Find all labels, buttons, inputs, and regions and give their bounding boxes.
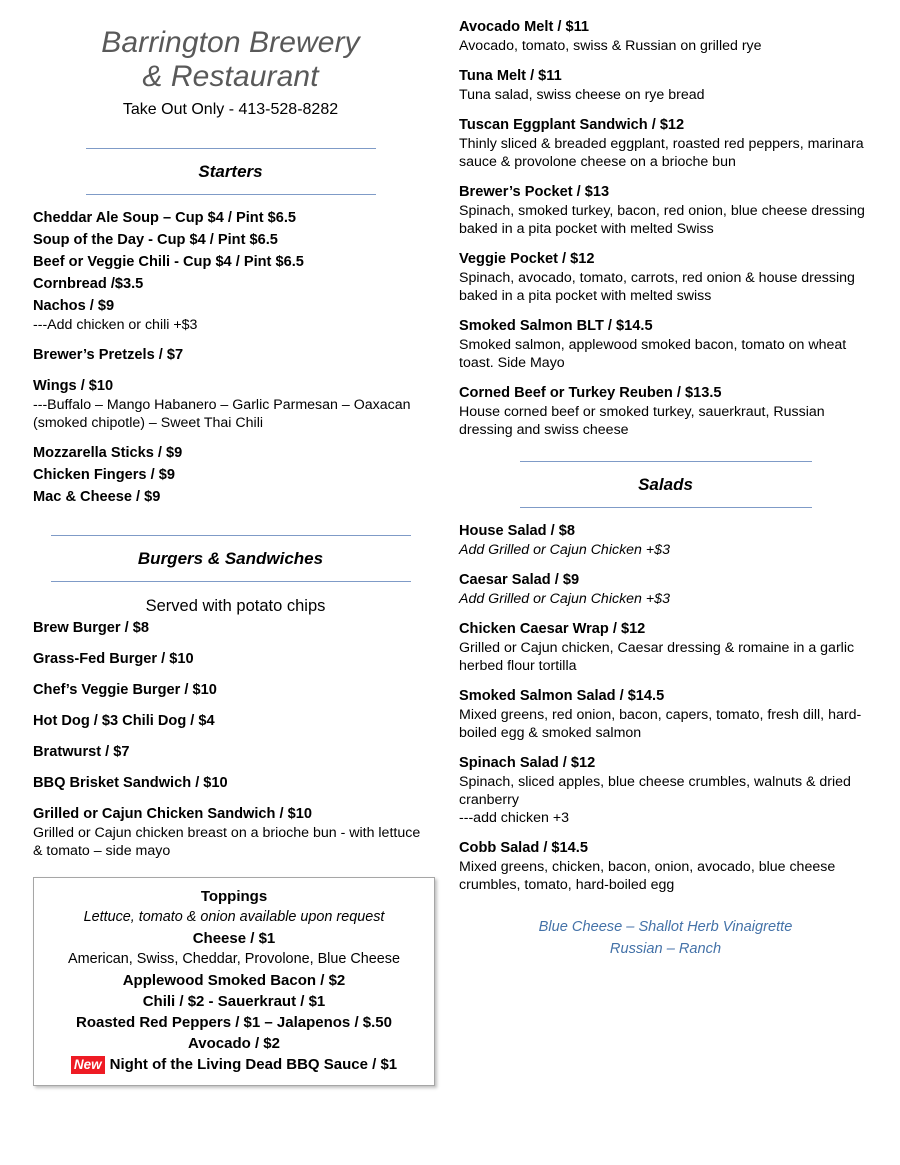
menu-item-name: Brewer’s Pocket / $13	[459, 184, 610, 200]
menu-item-name: Brewer’s Pretzels / $7	[33, 347, 184, 363]
menu-item-description: ---Add chicken or chili +$3	[33, 317, 198, 333]
menu-item	[459, 754, 872, 827]
menu-item-name: BBQ Brisket Sandwich / $10	[33, 775, 228, 791]
menu-item-description: Add Grilled or Cajun Chicken +$3	[459, 591, 670, 607]
divider-line-bottom	[520, 507, 812, 508]
brand-name-line-2: & Restaurant	[142, 60, 319, 93]
menu-item-description: Mixed greens, red onion, bacon, capers, tomato, fresh dill, hard-boiled egg & smoked salmon	[459, 707, 862, 741]
section-header-salads	[520, 461, 812, 508]
menu-item-description: House corned beef or smoked turkey, sauerkraut, Russian dressing and swiss cheese	[459, 404, 825, 438]
menu-item-description: Grilled or Cajun chicken breast on a brioche bun - with lettuce & tomato – side mayo	[33, 825, 421, 859]
menu-item-description: Add Grilled or Cajun Chicken +$3	[459, 542, 670, 558]
menu-item	[33, 805, 428, 860]
menu-item	[459, 183, 872, 238]
toppings-avocado-line: Avocado / $2	[188, 1035, 280, 1052]
menu-item	[33, 712, 428, 731]
menu-item	[33, 444, 428, 463]
menu-item-name: Corned Beef or Turkey Reuben / $13.5	[459, 385, 722, 401]
menu-item	[33, 488, 428, 507]
menu-item-name: Bratwurst / $7	[33, 744, 130, 760]
dressings-footer	[459, 916, 872, 960]
section-title-starters: Starters	[198, 162, 263, 181]
menu-item-name: Cobb Salad / $14.5	[459, 840, 588, 856]
menu-item	[459, 687, 872, 742]
menu-item	[33, 743, 428, 762]
menu-item	[33, 253, 428, 272]
menu-item	[459, 571, 872, 608]
menu-item	[459, 67, 872, 104]
menu-item	[33, 774, 428, 793]
section-title-burgers: Burgers & Sandwiches	[137, 549, 324, 568]
menu-item-name: Chicken Fingers / $9	[33, 467, 175, 483]
divider-line-bottom	[86, 194, 376, 195]
menu-item	[459, 522, 872, 559]
toppings-new-line: Night of the Living Dead BBQ Sauce / $1	[109, 1056, 398, 1073]
right-column	[450, 0, 900, 1165]
toppings-box	[33, 877, 435, 1086]
burgers-list	[33, 619, 428, 860]
menu-item-name: Soup of the Day - Cup $4 / Pint $6.5	[33, 232, 278, 248]
toppings-peppers-line: Roasted Red Peppers / $1 – Jalapenos / $.50	[76, 1014, 392, 1031]
menu-item-name: Grilled or Cajun Chicken Sandwich / $10	[33, 806, 312, 822]
menu-item	[33, 346, 428, 365]
menu-item-name: Chicken Caesar Wrap / $12	[459, 621, 646, 637]
menu-item-name: Mac & Cheese / $9	[33, 489, 161, 505]
menu-item	[459, 116, 872, 171]
menu-item	[459, 250, 872, 305]
menu-item-name: House Salad / $8	[459, 523, 575, 539]
sandwiches-list	[459, 18, 872, 439]
menu-item-name: Cheddar Ale Soup – Cup $4 / Pint $6.5	[33, 210, 297, 226]
toppings-chili-line: Chili / $2 - Sauerkraut / $1	[142, 993, 326, 1010]
toppings-new-item-row	[44, 1054, 424, 1075]
menu-item-name: Smoked Salmon BLT / $14.5	[459, 318, 653, 334]
menu-item-name: Spinach Salad / $12	[459, 755, 596, 771]
dressings-line-1: Blue Cheese – Shallot Herb Vinaigrette	[538, 919, 793, 935]
menu-item	[33, 650, 428, 669]
menu-item-name: Tuna Melt / $11	[459, 68, 562, 84]
menu-item-name: Veggie Pocket / $12	[459, 251, 595, 267]
salads-list	[459, 522, 872, 894]
menu-item	[33, 209, 428, 228]
menu-item-description: Smoked salmon, applewood smoked bacon, tomato on wheat toast. Side Mayo	[459, 337, 847, 371]
brand-name-line-1: Barrington Brewery	[101, 26, 360, 59]
menu-item	[33, 377, 428, 432]
menu-item	[459, 317, 872, 372]
section-title-salads: Salads	[638, 475, 693, 494]
menu-item-name: Wings / $10	[33, 378, 114, 394]
toppings-cheese-options: American, Swiss, Cheddar, Provolone, Blue Cheese	[68, 951, 400, 967]
divider-line-bottom	[51, 581, 411, 582]
menu-item-name: Mozzarella Sticks / $9	[33, 445, 183, 461]
menu-item	[33, 466, 428, 485]
menu-item-name: Tuscan Eggplant Sandwich / $12	[459, 117, 685, 133]
menu-item	[33, 275, 428, 294]
menu-item	[33, 681, 428, 700]
menu-item-description: ---Buffalo – Mango Habanero – Garlic Parmesan – Oaxacan (smoked chipotle) – Sweet Thai Chili	[33, 397, 411, 431]
masthead	[33, 26, 428, 121]
menu-item-name: Avocado Melt / $11	[459, 19, 590, 35]
served-with-note: Served with potato chips	[145, 597, 326, 615]
menu-item	[33, 231, 428, 250]
menu-item-name: Nachos / $9	[33, 298, 115, 314]
menu-item	[459, 839, 872, 894]
toppings-title: Toppings	[200, 888, 268, 905]
section-header-starters	[86, 148, 376, 195]
menu-item	[33, 619, 428, 638]
takeout-phone-tagline: Take Out Only - 413-528-8282	[122, 101, 339, 118]
menu-item-description: Spinach, smoked turkey, bacon, red onion, blue cheese dressing baked in a pita pocket with melted Swiss	[459, 203, 865, 237]
menu-item-name: Smoked Salmon Salad / $14.5	[459, 688, 665, 704]
toppings-bacon-line: Applewood Smoked Bacon / $2	[122, 972, 346, 989]
toppings-subtitle: Lettuce, tomato & onion available upon request	[83, 909, 385, 925]
menu-item	[33, 297, 428, 334]
dressings-line-2: Russian – Ranch	[609, 941, 722, 957]
menu-item-description: Spinach, avocado, tomato, carrots, red onion & house dressing baked in a pita pocket with melted swiss	[459, 270, 855, 304]
menu-item-name: Brew Burger / $8	[33, 620, 149, 636]
menu-item-name: Hot Dog / $3 Chili Dog / $4	[33, 713, 215, 729]
toppings-cheese-line: Cheese / $1	[192, 930, 276, 947]
menu-item	[459, 620, 872, 675]
menu-item-description: Grilled or Cajun chicken, Caesar dressing & romaine in a garlic herbed flour tortilla	[459, 640, 855, 674]
menu-item-description: ---add chicken +3	[459, 810, 570, 826]
section-header-burgers	[51, 535, 411, 582]
menu-item-description: Avocado, tomato, swiss & Russian on grilled rye	[459, 38, 762, 54]
menu-item	[459, 384, 872, 439]
menu-item-description: Tuna salad, swiss cheese on rye bread	[459, 87, 705, 103]
menu-item-name: Caesar Salad / $9	[459, 572, 580, 588]
starters-list	[33, 209, 428, 507]
menu-item-description: Thinly sliced & breaded eggplant, roasted red peppers, marinara sauce & provolone cheese on a brioche bun	[459, 136, 864, 170]
menu-item-description: Spinach, sliced apples, blue cheese crumbles, walnuts & dried cranberry	[459, 774, 851, 808]
menu-item-name: Cornbread /$3.5	[33, 276, 144, 292]
menu-item	[459, 18, 872, 55]
menu-item-description: Mixed greens, chicken, bacon, onion, avocado, blue cheese crumbles, tomato, hard-boiled egg	[459, 859, 836, 893]
menu-item-name: Chef’s Veggie Burger / $10	[33, 682, 217, 698]
new-badge: New	[71, 1056, 105, 1074]
menu-item-name: Grass-Fed Burger / $10	[33, 651, 194, 667]
menu-item-name: Beef or Veggie Chili - Cup $4 / Pint $6.5	[33, 254, 304, 270]
